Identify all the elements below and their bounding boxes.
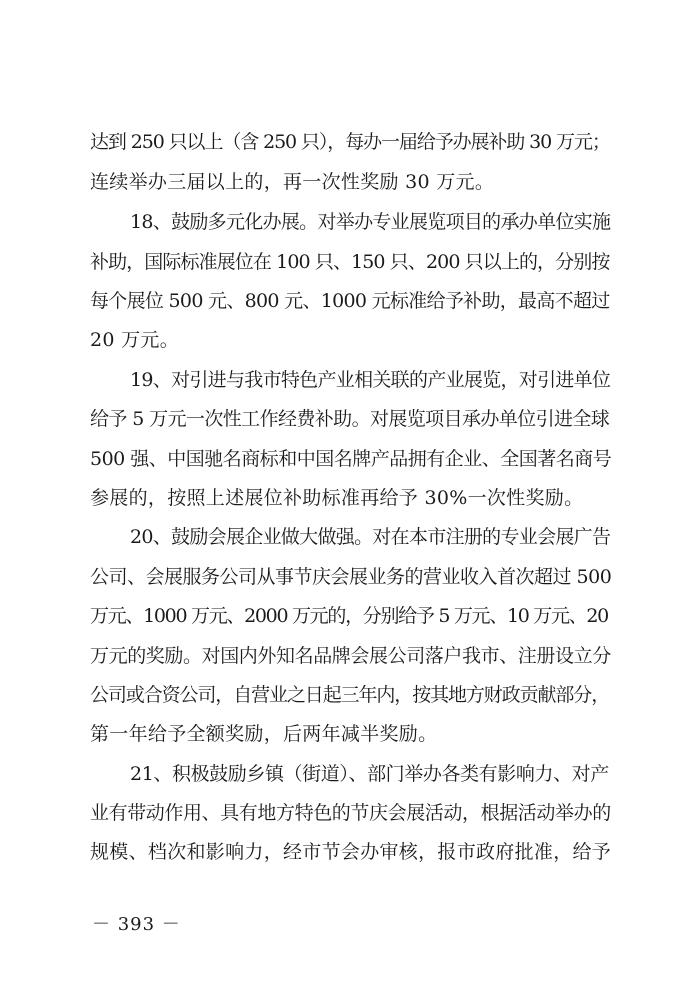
text-line: 21、积极鼓励乡镇（街道）、部门举办各类有影响力、对产 [130,763,609,785]
text-line: 20 万元。 [90,329,180,351]
page-number: － 393 － [92,914,181,935]
text-line: 业有带动作用、具有地方特色的节庆会展活动，根据活动举办的 [90,802,611,824]
text-line: 补助，国际标准展位在 100 只、150 只、200 只以上的，分别按 [90,251,610,273]
text-line: 20、鼓励会展企业做大做强。对在本市注册的专业会展广告 [130,526,611,548]
text-line: 500 强、中国驰名商标和中国名牌产品拥有企业、全国著名商号 [90,448,612,470]
text-line: 18、鼓励多元化办展。对举办专业展览项目的承办单位实施 [130,211,611,233]
text-line: 规模、档次和影响力，经市节会办审核，报市政府批准，给予 [90,841,612,863]
text-line: 参展的，按照上述展位补助标准再给予 30%一次性奖励。 [90,487,584,509]
text-line: 每个展位 500 元、800 元、1000 元标准给予补助，最高不超过 [90,290,610,312]
text-line: 达到 250 只以上（含 250 只），每办一届给予办展补助 30 万元； [90,131,610,153]
text-line: 公司或合资公司，自营业之日起三年内，按其地方财政贡献部分， [90,684,610,706]
text-line: 19、对引进与我市特色产业相关联的产业展览，对引进单位 [130,369,611,391]
text-line: 给予 5 万元一次性工作经费补助。对展览项目承办单位引进全球 [90,408,610,430]
text-line: 第一年给予全额奖励，后两年减半奖励。 [90,723,438,745]
text-line: 万元的奖励。对国内外知名品牌会展公司落户我市、注册设立分 [90,645,611,667]
text-line: 公司、会展服务公司从事节庆会展业务的营业收入首次超过 500 [90,566,612,588]
text-line: 连续举办三届以上的，再一次性奖励 30 万元。 [90,171,495,193]
text-line: 万元、1000 万元、2000 万元的，分别给予 5 万元、10 万元、20 [90,605,608,627]
